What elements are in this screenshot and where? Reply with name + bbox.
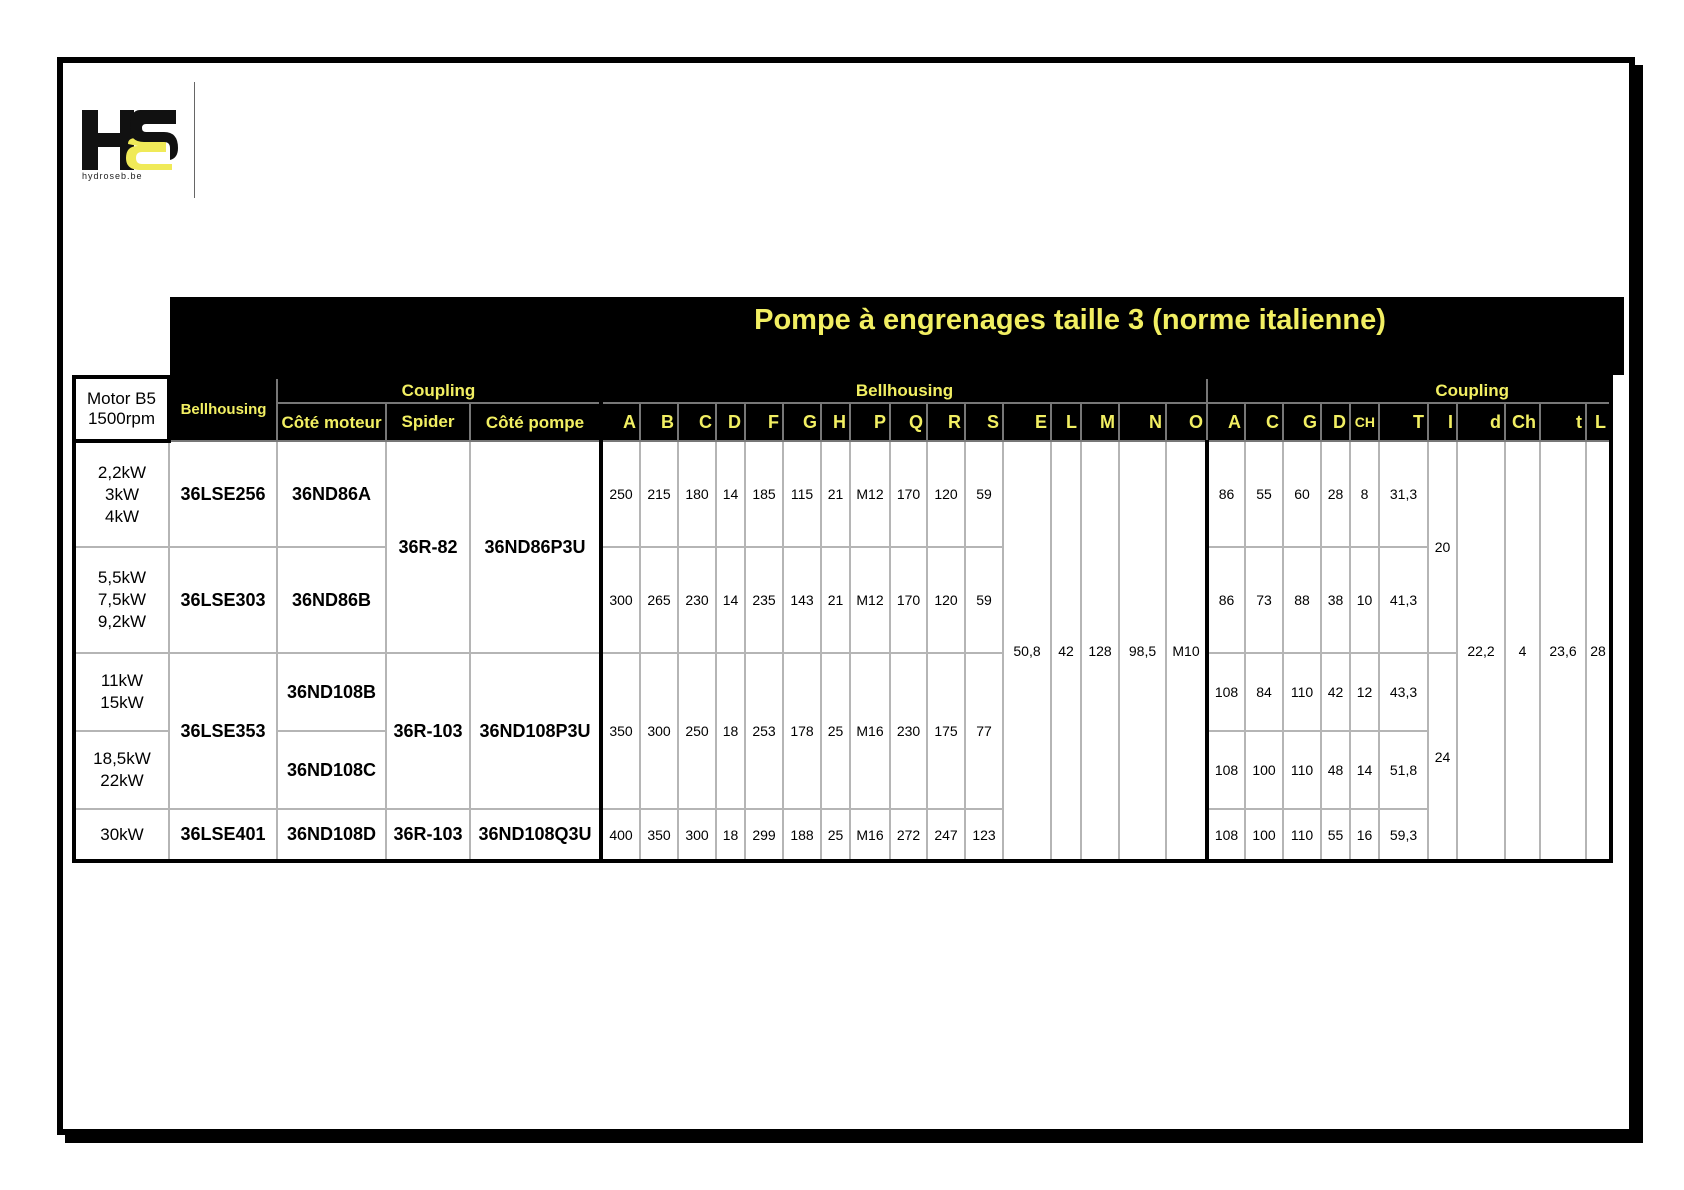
spec-table — [72, 375, 1613, 863]
dim-cell: 300 — [640, 653, 678, 809]
dim-cell: 175 — [927, 653, 965, 809]
bellhousing-cell: 36LSE256 — [169, 441, 277, 547]
dim-cell: 110 — [1283, 731, 1321, 809]
dim-cell: 77 — [965, 653, 1003, 809]
dim-cell: 300 — [678, 809, 716, 861]
dim-cell: 170 — [890, 441, 927, 547]
dim-cell: 100 — [1245, 809, 1283, 861]
dim-cell: 10 — [1350, 547, 1379, 653]
motor-cell: 18,5kW 22kW — [74, 731, 169, 809]
dim-cell: 28 — [1321, 441, 1350, 547]
dim-cell: 55 — [1321, 809, 1350, 861]
dim-header: t — [1540, 403, 1586, 441]
cote-pompe-cell: 36ND108P3U — [470, 653, 601, 809]
dim-cell: 31,3 — [1379, 441, 1428, 547]
dim-cell-M: 128 — [1081, 441, 1119, 861]
dim-header: T — [1379, 403, 1428, 441]
dim-cell-t: 23,6 — [1540, 441, 1586, 861]
dim-header: M — [1081, 403, 1119, 441]
dim-cell: 42 — [1321, 653, 1350, 731]
dim-cell: 178 — [783, 653, 821, 809]
dim-cell: 108 — [1207, 809, 1245, 861]
dim-cell: 60 — [1283, 441, 1321, 547]
dim-cell: 180 — [678, 441, 716, 547]
dim-cell: 188 — [783, 809, 821, 861]
dim-cell: M16 — [850, 809, 890, 861]
cote-moteur-cell: 36ND108B — [277, 653, 386, 731]
dim-cell: 170 — [890, 547, 927, 653]
bellhousing-group-header: Bellhousing — [601, 377, 1207, 403]
dim-cell: 120 — [927, 441, 965, 547]
dim-header: O — [1166, 403, 1207, 441]
dim-cell: 235 — [745, 547, 783, 653]
dim-header: S — [965, 403, 1003, 441]
dim-header: E — [1003, 403, 1051, 441]
dim-cell: 84 — [1245, 653, 1283, 731]
dim-cell-E: 50,8 — [1003, 441, 1051, 861]
cote-moteur-cell: 36ND86A — [277, 441, 386, 547]
dim-cell: 43,3 — [1379, 653, 1428, 731]
dim-header: A — [601, 403, 640, 441]
logo-site-text: hydroseb.be — [82, 171, 143, 181]
dim-cell: 100 — [1245, 731, 1283, 809]
dim-cell: 14 — [716, 441, 745, 547]
dim-cell-L: 28 — [1586, 441, 1611, 861]
motor-header: Motor B5 1500rpm — [74, 377, 169, 441]
logo-divider — [194, 82, 195, 198]
dim-cell: M12 — [850, 441, 890, 547]
dim-header: N — [1119, 403, 1166, 441]
dim-cell: 108 — [1207, 731, 1245, 809]
cote-moteur-cell: 36ND108D — [277, 809, 386, 861]
table-title: Pompe à engrenages taille 3 (norme italienne) — [754, 304, 1386, 336]
dim-header: C — [1245, 403, 1283, 441]
dim-cell-N: 98,5 — [1119, 441, 1166, 861]
dim-cell: 55 — [1245, 441, 1283, 547]
dim-cell-I: 24 — [1428, 653, 1457, 861]
dim-cell: 108 — [1207, 653, 1245, 731]
dim-header: CH — [1350, 403, 1379, 441]
dim-cell: 230 — [890, 653, 927, 809]
dim-cell: 300 — [601, 547, 640, 653]
cote-moteur-cell: 36ND108C — [277, 731, 386, 809]
dim-cell: 48 — [1321, 731, 1350, 809]
dim-cell: 265 — [640, 547, 678, 653]
bellhousing-cell: 36LSE353 — [169, 653, 277, 809]
dim-cell: 123 — [965, 809, 1003, 861]
dim-cell: 250 — [678, 653, 716, 809]
dim-cell-L: 42 — [1051, 441, 1081, 861]
dim-cell: 25 — [821, 653, 850, 809]
dim-cell: 272 — [890, 809, 927, 861]
title-band — [170, 297, 1624, 375]
dim-cell: M12 — [850, 547, 890, 653]
dim-header: d — [1457, 403, 1505, 441]
spider-header: Spider — [386, 403, 470, 441]
dim-cell: 14 — [1350, 731, 1379, 809]
dim-header: L — [1051, 403, 1081, 441]
dim-header: C — [678, 403, 716, 441]
dim-header: H — [821, 403, 850, 441]
dim-cell: 73 — [1245, 547, 1283, 653]
coupling-group-header: Coupling — [1207, 377, 1611, 403]
dim-header: Ch — [1505, 403, 1540, 441]
bellhousing-header: Bellhousing — [169, 377, 277, 441]
dim-cell: 230 — [678, 547, 716, 653]
dim-cell: 41,3 — [1379, 547, 1428, 653]
dim-cell-I: 20 — [1428, 441, 1457, 653]
dim-cell: 21 — [821, 547, 850, 653]
cote-moteur-cell: 36ND86B — [277, 547, 386, 653]
motor-cell: 30kW — [74, 809, 169, 861]
spider-cell: 36R-82 — [386, 441, 470, 653]
dim-header: G — [783, 403, 821, 441]
dim-cell: 250 — [601, 441, 640, 547]
dim-cell: 18 — [716, 809, 745, 861]
dim-cell: 12 — [1350, 653, 1379, 731]
dim-cell: 115 — [783, 441, 821, 547]
dim-cell: 18 — [716, 653, 745, 809]
dim-cell: 143 — [783, 547, 821, 653]
dim-cell-O: M10 — [1166, 441, 1207, 861]
dim-header: R — [927, 403, 965, 441]
dim-cell: 21 — [821, 441, 850, 547]
dim-header: D — [1321, 403, 1350, 441]
dim-cell: 59 — [965, 441, 1003, 547]
cote-moteur-header: Côté moteur — [277, 403, 386, 441]
dim-header: I — [1428, 403, 1457, 441]
spider-cell: 36R-103 — [386, 809, 470, 861]
dim-header: G — [1283, 403, 1321, 441]
dim-cell: 86 — [1207, 547, 1245, 653]
dim-header: A — [1207, 403, 1245, 441]
dim-cell: 247 — [927, 809, 965, 861]
dim-cell: 88 — [1283, 547, 1321, 653]
dim-cell: M16 — [850, 653, 890, 809]
dim-header: P — [850, 403, 890, 441]
dim-cell-Ch: 4 — [1505, 441, 1540, 861]
dim-cell: 350 — [601, 653, 640, 809]
dim-header: D — [716, 403, 745, 441]
bellhousing-cell: 36LSE303 — [169, 547, 277, 653]
dim-cell: 253 — [745, 653, 783, 809]
dim-cell: 400 — [601, 809, 640, 861]
bellhousing-cell: 36LSE401 — [169, 809, 277, 861]
dim-cell: 110 — [1283, 653, 1321, 731]
spider-cell: 36R-103 — [386, 653, 470, 809]
dim-header: F — [745, 403, 783, 441]
cote-pompe-cell: 36ND86P3U — [470, 441, 601, 653]
cote-pompe-cell: 36ND108Q3U — [470, 809, 601, 861]
dim-header: Q — [890, 403, 927, 441]
dim-cell: 185 — [745, 441, 783, 547]
motor-cell: 11kW 15kW — [74, 653, 169, 731]
dim-cell: 215 — [640, 441, 678, 547]
dim-cell: 59 — [965, 547, 1003, 653]
dim-cell-d: 22,2 — [1457, 441, 1505, 861]
dim-cell: 14 — [716, 547, 745, 653]
dim-header: L — [1586, 403, 1611, 441]
dim-cell: 110 — [1283, 809, 1321, 861]
dim-cell: 299 — [745, 809, 783, 861]
dim-cell: 16 — [1350, 809, 1379, 861]
dim-cell: 86 — [1207, 441, 1245, 547]
coupling-header: Coupling — [277, 377, 601, 403]
dim-header: B — [640, 403, 678, 441]
dim-cell: 59,3 — [1379, 809, 1428, 861]
cote-pompe-header: Côté pompe — [470, 403, 601, 441]
dim-cell: 25 — [821, 809, 850, 861]
motor-cell: 2,2kW 3kW 4kW — [74, 441, 169, 547]
dim-cell: 51,8 — [1379, 731, 1428, 809]
dim-cell: 38 — [1321, 547, 1350, 653]
motor-cell: 5,5kW 7,5kW 9,2kW — [74, 547, 169, 653]
dim-cell: 120 — [927, 547, 965, 653]
dim-cell: 350 — [640, 809, 678, 861]
dim-cell: 8 — [1350, 441, 1379, 547]
